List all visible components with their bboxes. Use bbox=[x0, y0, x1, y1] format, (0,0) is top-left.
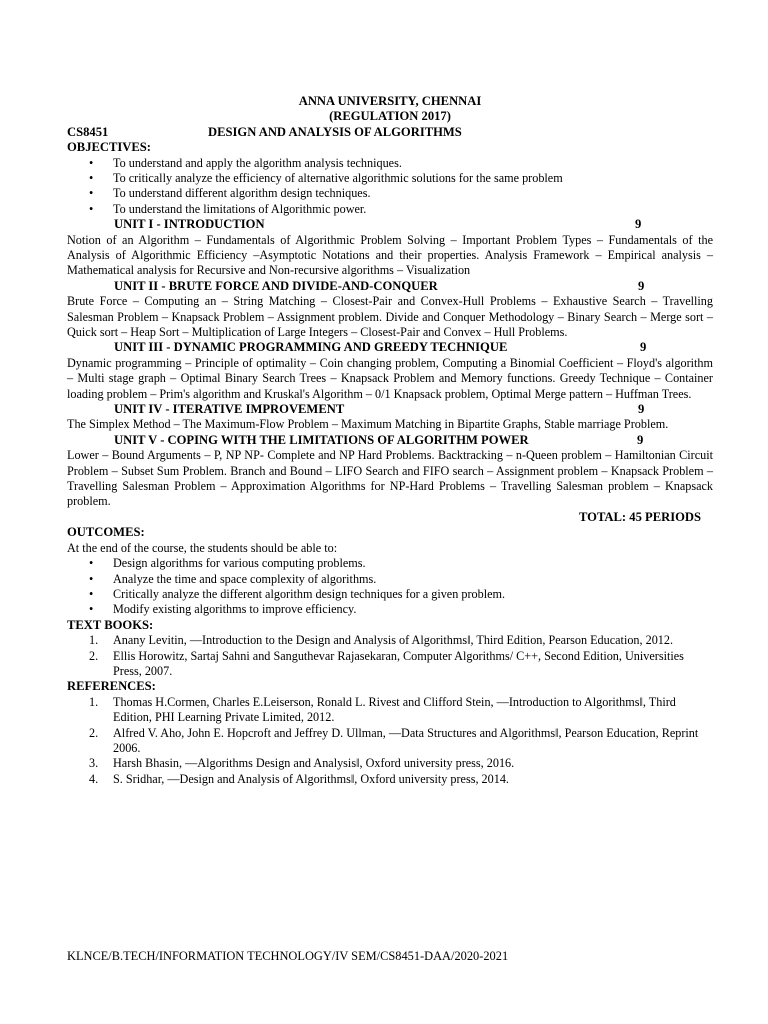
unit-title: UNIT II - BRUTE FORCE AND DIVIDE-AND-CONQUER bbox=[114, 278, 438, 293]
unit-hours: 9 bbox=[635, 217, 642, 232]
unit-body: The Simplex Method – The Maximum-Flow Problem – Maximum Matching in Bipartite Graphs, Stable marriage Problem. bbox=[67, 417, 669, 432]
unit-hours: 9 bbox=[638, 402, 645, 417]
textbooks-list bbox=[67, 633, 713, 679]
references-list bbox=[67, 695, 713, 787]
item-number: 1. bbox=[89, 694, 99, 709]
item-number: 2. bbox=[89, 725, 99, 740]
list-item: • To understand the limitations of Algorithmic power. bbox=[113, 202, 713, 217]
unit-heading bbox=[67, 217, 713, 232]
list-item: • Design algorithms for various computing problems. bbox=[113, 556, 713, 571]
item-number: 2. bbox=[89, 648, 99, 663]
list-item bbox=[89, 648, 713, 680]
objectives-list bbox=[67, 156, 713, 218]
textbooks-heading: TEXT BOOKS: bbox=[67, 617, 154, 632]
list-item bbox=[89, 771, 713, 787]
outcomes-heading: OUTCOMES: bbox=[67, 525, 145, 540]
course-code: CS8451 bbox=[67, 124, 109, 139]
item-text: Thomas H.Cormen, Charles E.Leiserson, Ronald L. Rivest and Clifford Stein, ―Introduction to Algorithms‖, Third Edition, PHI Learning Private Limited, 2012. bbox=[113, 694, 676, 725]
outcomes-intro: At the end of the course, the students should be able to: bbox=[67, 540, 338, 555]
item-number: 1. bbox=[89, 633, 99, 648]
unit-heading bbox=[67, 402, 713, 417]
list-item: • To critically analyze the efficiency of alternative algorithmic solutions for the same problem bbox=[113, 171, 713, 186]
list-item: • To understand different algorithm design techniques. bbox=[113, 186, 713, 201]
unit-title: UNIT V - COPING WITH THE LIMITATIONS OF ALGORITHM POWER bbox=[114, 432, 529, 447]
list-item bbox=[89, 694, 713, 726]
unit-heading bbox=[67, 340, 713, 355]
page-footer: KLNCE/B.TECH/INFORMATION TECHNOLOGY/IV SEM/CS8451-DAA/2020-2021 bbox=[67, 949, 509, 963]
item-text: Ellis Horowitz, Sartaj Sahni and Sanguthevar Rajasekaran, Computer Algorithms/ C++, Second Edition, Universities Press, 2007. bbox=[113, 648, 684, 678]
list-item: • To understand and apply the algorithm analysis techniques. bbox=[113, 156, 713, 171]
course-header bbox=[67, 125, 713, 140]
list-item bbox=[89, 725, 713, 757]
references-heading: REFERENCES: bbox=[67, 679, 156, 694]
total-periods: TOTAL: 45 PERIODS bbox=[579, 509, 701, 524]
unit-title: UNIT IV - ITERATIVE IMPROVEMENT bbox=[114, 402, 345, 417]
item-text: Harsh Bhasin, ―Algorithms Design and Analysis‖, Oxford university press, 2016. bbox=[113, 756, 515, 771]
item-text: S. Sridhar, ―Design and Analysis of Algorithms‖, Oxford university press, 2014. bbox=[113, 771, 509, 786]
list-item: • Analyze the time and space complexity of algorithms. bbox=[113, 572, 713, 587]
outcomes-list bbox=[67, 556, 713, 618]
regulation: (REGULATION 2017) bbox=[329, 109, 451, 124]
unit-hours: 9 bbox=[637, 432, 644, 447]
unit-hours: 9 bbox=[640, 340, 647, 355]
item-number: 4. bbox=[89, 771, 99, 786]
course-title: DESIGN AND ANALYSIS OF ALGORITHMS bbox=[208, 124, 462, 139]
unit-heading bbox=[67, 279, 713, 294]
list-item bbox=[89, 756, 713, 771]
list-item: • Modify existing algorithms to improve efficiency. bbox=[113, 602, 713, 617]
unit-body: Notion of an Algorithm – Fundamentals of Algorithmic Problem Solving – Important Problem Types – Fundamentals of the Analysis of Algorithmic Efficiency –Asymptotic Notations and their properties. Analysis Framework – Empirical analysis – Mathematical analysis for Recursive and Non-recursive algorithms – Visualization bbox=[67, 232, 713, 278]
unit-body: Brute Force – Computing an – String Matching – Closest-Pair and Convex-Hull Problems – Exhaustive Search – Travelling Salesman Problem – Knapsack Problem – Assignment problem. Divide and Conquer Methodology – Binary Search – Merge sort – Quick sort – Heap Sort – Multiplication of Large Integers – Closest-Pair and Convex – Hull Problems. bbox=[67, 294, 713, 340]
objectives-heading: OBJECTIVES: bbox=[67, 140, 151, 155]
item-text: Anany Levitin, ―Introduction to the Design and Analysis of Algorithms‖, Third Edition, Pearson Education, 2012. bbox=[113, 633, 674, 648]
university-name: ANNA UNIVERSITY, CHENNAI bbox=[298, 94, 482, 108]
unit-body: Lower – Bound Arguments – P, NP NP- Complete and NP Hard Problems. Backtracking – n-Queen problem – Hamiltonian Circuit Problem – Subset Sum Problem. Branch and Bound – LIFO Search and FIFO search – Assignment problem – Knapsack Problem – Travelling Salesman Problem – Approximation Algorithms for NP-Hard Problems – Travelling Salesman problem – Knapsack problem. bbox=[67, 448, 713, 509]
unit-title: UNIT I - INTRODUCTION bbox=[114, 217, 265, 232]
list-item bbox=[89, 633, 713, 648]
item-number: 3. bbox=[89, 756, 99, 771]
unit-heading bbox=[67, 433, 713, 448]
item-text: Alfred V. Aho, John E. Hopcroft and Jeffrey D. Ullman, ―Data Structures and Algorithms‖, Pearson Education, Reprint 2006. bbox=[113, 725, 699, 755]
list-item: • Critically analyze the different algorithm design techniques for a given problem. bbox=[113, 587, 713, 602]
unit-hours: 9 bbox=[638, 278, 645, 293]
unit-title: UNIT III - DYNAMIC PROGRAMMING AND GREEDY TECHNIQUE bbox=[114, 340, 508, 355]
unit-body: Dynamic programming – Principle of optimality – Coin changing problem, Computing a Binomial Coefficient – Floyd's algorithm – Multi stage graph – Optimal Binary Search Trees – Knapsack Problem and Memory functions. Greedy Technique – Container loading problem – Prim's algorithm and Kruskal's Algorithm – 0/1 Knapsack problem, Optimal Merge pattern – Huffman Trees. bbox=[67, 355, 713, 401]
syllabus-content bbox=[67, 94, 713, 787]
